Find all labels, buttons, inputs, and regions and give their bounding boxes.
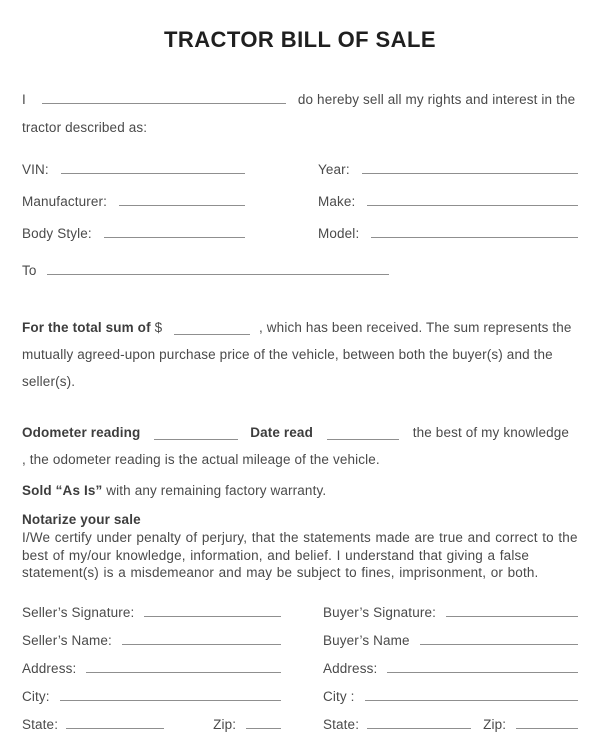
- total-sum-text: , which has been received. The sum represents the mutually agreed-upon purchase price of the vehicle, between both the buyer(s) and the seller(s).: [22, 320, 572, 389]
- model-row: [318, 225, 578, 243]
- body-style-row: [22, 225, 318, 243]
- body-style-line[interactable]: [104, 226, 245, 238]
- buyer-address-label: Address:: [323, 660, 378, 676]
- seller-signature-row: [22, 604, 318, 622]
- notarize-heading: Notarize your sale: [22, 512, 141, 527]
- sold-as-is-bold: Sold “As Is”: [22, 483, 103, 498]
- seller-state-zip-row: [22, 716, 318, 734]
- manufacturer-row: [22, 193, 318, 211]
- model-label: Model:: [318, 226, 360, 241]
- seller-signature-line[interactable]: [144, 605, 281, 617]
- body-style-label: Body Style:: [22, 226, 92, 241]
- seller-state-line[interactable]: [66, 717, 164, 729]
- buyer-state-zip-row: [318, 716, 578, 734]
- seller-name-line[interactable]: [42, 92, 286, 104]
- make-row: [318, 193, 578, 211]
- seller-signature-label: Seller’s Signature:: [22, 604, 135, 620]
- currency-symbol: $: [154, 320, 163, 335]
- to-label: To: [22, 263, 37, 278]
- buyer-city-row: [318, 688, 578, 706]
- seller-address-label: Address:: [22, 660, 77, 676]
- seller-statement-row: [22, 91, 578, 109]
- seller-city-line[interactable]: [60, 689, 281, 701]
- year-row: [318, 161, 578, 179]
- buyer-name-label: Buyer’s Name: [323, 632, 410, 648]
- notarize-paragraph: I/We certify under penalty of perjury, that the statements made are true and correct to the best of my/our knowledge, information, and belief. I understand that giving a false statement(s) is a misdemeanor and may be subject to fines, imprisonment, or both.: [22, 530, 578, 580]
- odometer-text: the best of my knowledge: [412, 425, 570, 440]
- vin-label: VIN:: [22, 162, 49, 177]
- statement-text: do hereby sell all my rights and interest in the: [297, 92, 576, 107]
- sold-as-is-text: with any remaining factory warranty.: [102, 483, 327, 498]
- vin-row: [22, 161, 318, 179]
- seller-name-label: Seller’s Name:: [22, 632, 112, 648]
- total-sum-lead: For the total sum of: [22, 320, 151, 335]
- document-body: [0, 91, 600, 734]
- total-sum-paragraph: [22, 314, 578, 395]
- year-label: Year:: [318, 162, 350, 177]
- year-line[interactable]: [362, 162, 578, 174]
- buyer-name-row: [318, 632, 578, 650]
- buyer-city-line[interactable]: [365, 689, 578, 701]
- buyer-zip-line[interactable]: [516, 717, 578, 729]
- date-read-line[interactable]: [327, 428, 399, 440]
- sold-as-is-row: [22, 482, 578, 500]
- seller-address-row: [22, 660, 318, 678]
- signatures-section: [22, 604, 578, 734]
- i-label: I: [22, 92, 26, 107]
- buyer-signature-label: Buyer’s Signature:: [323, 604, 436, 620]
- buyer-to-row: [22, 262, 578, 280]
- sum-amount-line[interactable]: [174, 323, 250, 335]
- buyer-printed-name-line[interactable]: [420, 633, 578, 645]
- statement-text-line2: tractor described as:: [22, 120, 148, 135]
- seller-address-line[interactable]: [86, 661, 281, 673]
- buyer-state-line[interactable]: [367, 717, 471, 729]
- seller-name-row: [22, 632, 318, 650]
- seller-zip-label: Zip:: [213, 716, 237, 732]
- tractor-bill-of-sale-document: [0, 26, 600, 740]
- page-title: TRACTOR BILL OF SALE: [164, 27, 436, 52]
- buyer-to-line[interactable]: [47, 263, 389, 275]
- buyer-address-line[interactable]: [387, 661, 578, 673]
- seller-city-label: City:: [22, 688, 50, 704]
- make-line[interactable]: [367, 194, 578, 206]
- odometer-text-line2: , the odometer reading is the actual mileage of the vehicle.: [22, 452, 380, 467]
- vin-line[interactable]: [61, 162, 245, 174]
- vehicle-details-section: [22, 161, 578, 243]
- manufacturer-line[interactable]: [119, 194, 245, 206]
- buyer-zip-label: Zip:: [483, 716, 507, 732]
- buyer-signature-row: [318, 604, 578, 622]
- seller-city-row: [22, 688, 318, 706]
- seller-printed-name-line[interactable]: [122, 633, 281, 645]
- seller-zip-line[interactable]: [246, 717, 281, 729]
- seller-state-label: State:: [22, 716, 59, 732]
- buyer-address-row: [318, 660, 578, 678]
- make-label: Make:: [318, 194, 356, 209]
- odometer-reading-label: Odometer reading: [22, 425, 141, 440]
- date-read-label: Date read: [250, 425, 313, 440]
- odometer-row: [22, 424, 578, 442]
- odometer-reading-line[interactable]: [154, 428, 238, 440]
- buyer-city-label: City :: [323, 688, 355, 704]
- buyer-signature-line[interactable]: [446, 605, 578, 617]
- buyer-state-label: State:: [323, 716, 360, 732]
- manufacturer-label: Manufacturer:: [22, 194, 108, 209]
- model-line[interactable]: [371, 226, 578, 238]
